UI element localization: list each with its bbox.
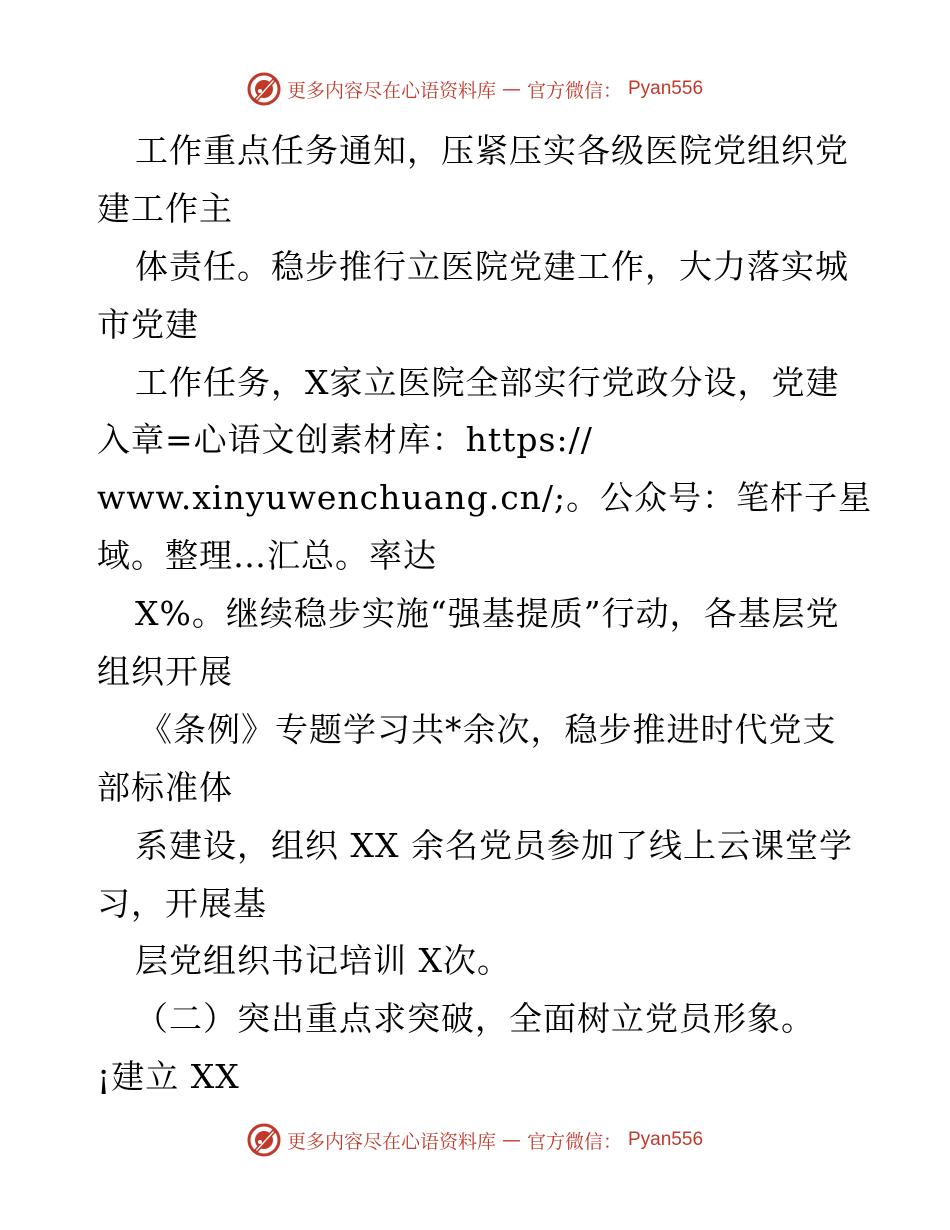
paragraph-line: X%。继续稳步实施“强基提质”行动，各基层党 bbox=[135, 594, 840, 634]
paragraph-line: 建工作主 bbox=[97, 188, 233, 228]
document-body bbox=[97, 122, 873, 1106]
paragraph-line: ¡建立 XX bbox=[97, 1057, 240, 1097]
header-watermark bbox=[0, 72, 950, 106]
watermark-label: 官方微信： bbox=[526, 79, 622, 102]
footer-watermark bbox=[0, 1123, 950, 1157]
paragraph-line: 工作重点任务通知，压紧压实各级医院党组织党 bbox=[135, 131, 849, 170]
paragraph-line: 习，开展基 bbox=[97, 883, 267, 923]
paragraph-line: 体责任。稳步推行立医院党建工作，大力落实城 bbox=[135, 246, 849, 286]
paragraph-line: 组织开展 bbox=[97, 652, 233, 692]
watermark-text: 更多内容尽在心语资料库 bbox=[286, 79, 496, 102]
section-heading: （二）突出重点求突破，全面树立党员形象。 bbox=[135, 999, 815, 1039]
paragraph-line: 入章=心语文创素材库：https:// bbox=[97, 420, 593, 460]
quill-seal-logo-icon bbox=[247, 1123, 281, 1157]
watermark-separator: — bbox=[501, 78, 521, 100]
watermark-label: 官方微信： bbox=[526, 1130, 622, 1153]
paragraph-line: 系建设，组织 XX 余名党员参加了线上云课堂学 bbox=[135, 825, 853, 865]
watermark-wechat-id: Pyan556 bbox=[628, 78, 704, 99]
paragraph-line: 市党建 bbox=[97, 304, 199, 344]
paragraph-line: 《条例》专题学习共*余次，稳步推进时代党支 bbox=[139, 709, 837, 749]
watermark-wechat-id: Pyan556 bbox=[628, 1129, 704, 1150]
paragraph-line: 部标准体 bbox=[97, 767, 233, 807]
watermark-text: 更多内容尽在心语资料库 bbox=[286, 1130, 496, 1153]
paragraph-line: 域。整理…汇总。率达 bbox=[97, 536, 437, 576]
paragraph-line: www.xinyuwenchuang.cn/;。公众号：笔杆子星 bbox=[97, 478, 873, 518]
watermark-separator: — bbox=[501, 1129, 521, 1151]
paragraph-line: 工作任务，X家立医院全部实行党政分设，党建 bbox=[135, 362, 840, 402]
quill-seal-logo-icon bbox=[247, 72, 281, 106]
paragraph-line: 层党组织书记培训 X次。 bbox=[135, 941, 511, 981]
